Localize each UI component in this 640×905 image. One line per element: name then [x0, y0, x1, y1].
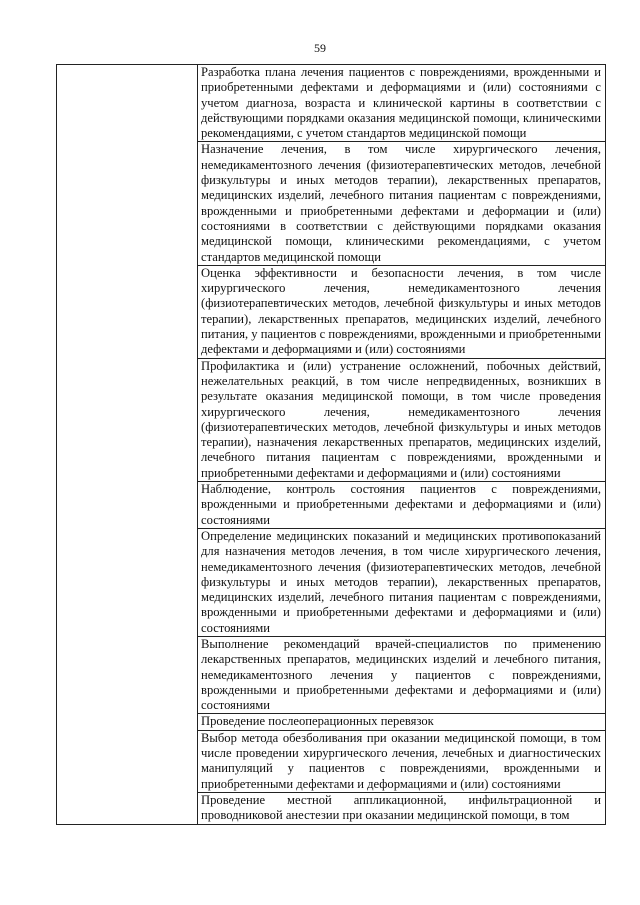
- table-cell-7: Выполнение рекомендаций врачей-специалистов по применению лекарственных препаратов, медицинских изделий и лечебного питания, немедикаментозного лечения у пациентов с повреждениями, врожденными и приобретенными дефектами и деформациями и (или) состояниями: [198, 636, 606, 713]
- left-column-cell: [57, 65, 198, 825]
- table-cell-5: Наблюдение, контроль состояния пациентов с повреждениями, врожденными и приобретенными дефектами и деформациями и (или) состояниями: [198, 482, 606, 529]
- labor-actions-table: [56, 64, 606, 825]
- table-cell-10: Проведение местной аппликационной, инфильтрационной и проводниковой анестезии при оказании медицинской помощи, в том: [198, 792, 606, 824]
- table-cell-1: Разработка плана лечения пациентов с повреждениями, врожденными и приобретенными дефектами и деформациями и (или) состояниями с учетом диагноза, возраста и клинической картины в соответствии с действующими порядками оказания медицинской помощи, клиническими рекомендациями, с учетом стандартов медицинской помощи: [198, 65, 606, 142]
- table-cell-9: Выбор метода обезболивания при оказании медицинской помощи, в том числе проведении хирургического лечения, лечебных и диагностических манипуляций у пациентов с повреждениями, врожденными и приобретенными дефектами и деформациями и (или) состояниями: [198, 730, 606, 792]
- page-number: 59: [314, 41, 326, 55]
- table-row: [57, 65, 606, 142]
- table-cell-8: Проведение послеоперационных перевязок: [198, 714, 606, 730]
- table-cell-2: Назначение лечения, в том числе хирургического лечения, немедикаментозного лечения (физиотерапевтических методов, лечебной физкультуры и иных методов терапии), лекарственных препаратов, медицинских изделий, лечебного питания пациентам с повреждениями, врожденными и приобретенными дефектами и деформации и (или) состояниями в соответствии с действующими порядками оказания медицинской помощи, клиническими рекомендациями, с учетом стандартов медицинской помощи: [198, 142, 606, 265]
- table-cell-6: Определение медицинских показаний и медицинских противопоказаний для назначения методов лечения, в том числе хирургического лечения, немедикаментозного лечения (физиотерапевтических методов, лечебной физкультуры и иных методов терапии), лекарственных препаратов, медицинских изделий, лечебного питания пациентам с повреждениями, врожденными и приобретенными дефектами и деформациями и (или) состояниями: [198, 528, 606, 636]
- table-cell-4: Профилактика и (или) устранение осложнений, побочных действий, нежелательных реакций, в том числе непредвиденных, возникших в результате оказания медицинской помощи, в том числе проведения хирургического лечения, немедикаментозного лечения (физиотерапевтических методов, лечебной физкультуры и иных методов терапии), назначения лекарственных препаратов, медицинских изделий, лечебного питания пациентам с повреждениями, врожденными и приобретенными дефектами и деформациями и (или) состояниями: [198, 358, 606, 481]
- table-cell-3: Оценка эффективности и безопасности лечения, в том числе хирургического лечения, немедикаментозного лечения (физиотерапевтических методов, лечебной физкультуры и иных методов терапии), лекарственных препаратов, медицинских изделий, лечебного питания, у пациентов с повреждениями, врожденными и приобретенными дефектами и деформациями и (или) состояниями: [198, 265, 606, 358]
